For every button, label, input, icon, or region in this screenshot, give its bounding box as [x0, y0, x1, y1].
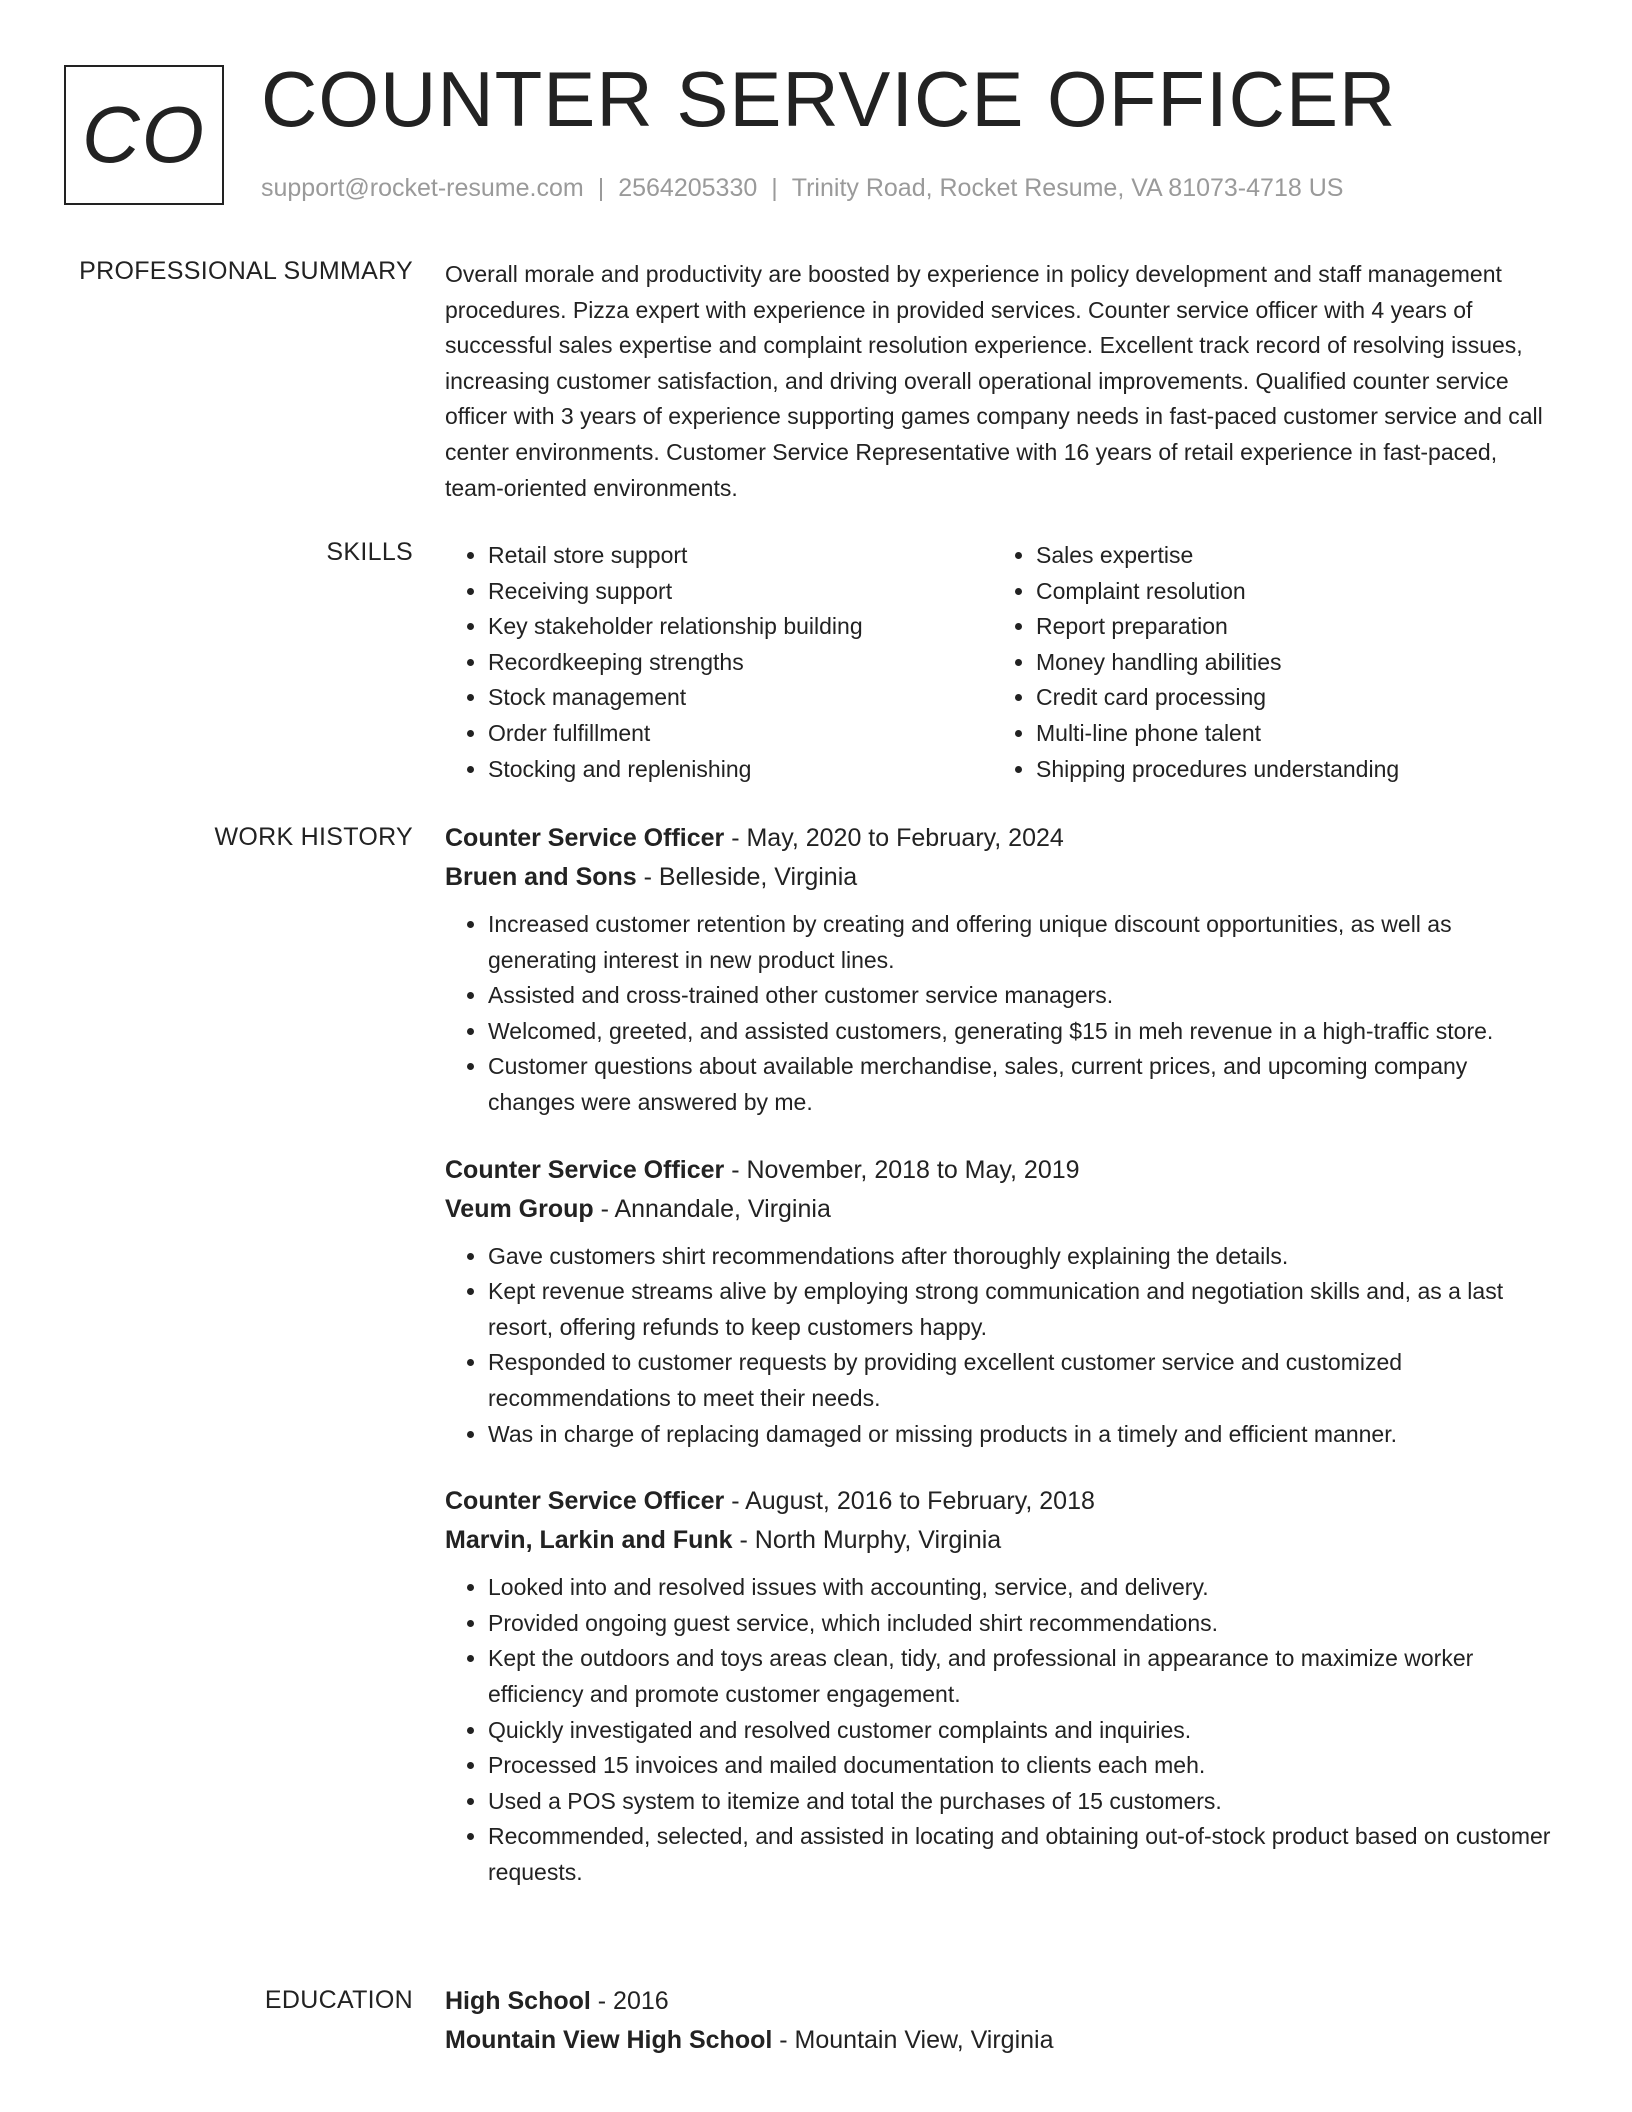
education-degree-line: [445, 1982, 1560, 2021]
job-bullet: • Customer questions about available merchandise, sales, current prices, and upcoming company changes were answered by me.: [488, 1049, 1560, 1120]
job-bullet: • Responded to customer requests by providing excellent customer service and customized recommendations to meet their needs.: [488, 1345, 1560, 1416]
skills-columns: [445, 538, 1560, 787]
skill-item: • Key stakeholder relationship building: [488, 609, 993, 645]
skill-item: • Receiving support: [488, 574, 993, 610]
skill-item: • Money handling abilities: [1036, 645, 1541, 681]
job-title: Counter Service Officer: [445, 1487, 725, 1516]
job-company: Bruen and Sons: [445, 863, 637, 891]
job-bullets: [445, 907, 1560, 1121]
skill-item: • Multi-line phone talent: [1036, 716, 1541, 752]
work-history-body: [445, 819, 1560, 1920]
contact-separator: |: [771, 174, 778, 202]
job-bullets: [445, 1239, 1560, 1453]
education-year: - 2016: [590, 1987, 669, 2015]
job-company: Marvin, Larkin and Funk: [445, 1526, 733, 1555]
skill-item: • Stock management: [488, 680, 993, 716]
contact-address: Trinity Road, Rocket Resume, VA 81073-4718 US: [791, 174, 1344, 202]
job-title-line: [445, 1482, 1560, 1521]
job-bullet: • Assisted and cross-trained other customer service managers.: [488, 978, 1560, 1014]
job-title: Counter Service Officer: [445, 1155, 725, 1184]
job-company-line: [445, 1521, 1560, 1560]
skill-item: • Sales expertise: [1036, 538, 1541, 574]
skill-item: • Credit card processing: [1036, 680, 1541, 716]
section-heading-skills: SKILLS: [326, 538, 413, 566]
summary-text: Overall morale and productivity are boosted by experience in policy development and staff management procedures. Pizza expert with experience in provided services. Counter service officer with 4 years of successful sales expertise and complaint resolution experience. Excellent track record of resolving issues, increasing customer satisfaction, and driving overall operational improvements. Qualified counter service officer with 3 years of experience supporting games company needs in fast-paced customer service and call center environments. Customer Service Representative with 16 years of retail experience in fast-paced, team-oriented environments.: [445, 261, 1543, 501]
job-title-line: [445, 819, 1560, 858]
skill-item: • Complaint resolution: [1036, 574, 1541, 610]
job-bullets: [445, 1570, 1560, 1890]
job-bullet: • Looked into and resolved issues with accounting, service, and delivery.: [488, 1570, 1560, 1606]
job-title-line: [445, 1151, 1560, 1190]
contact-separator: |: [597, 174, 605, 202]
job-entry: [445, 1151, 1560, 1453]
skills-body: [445, 538, 1560, 787]
skills-list-right: [993, 538, 1541, 787]
education-degree: High School: [445, 1987, 591, 2015]
skill-item: • Order fulfillment: [488, 716, 993, 752]
job-bullet: • Used a POS system to itemize and total the purchases of 15 customers.: [488, 1784, 1560, 1820]
skill-item: • Retail store support: [488, 538, 993, 574]
job-bullet: • Was in charge of replacing damaged or missing products in a timely and efficient manner.: [488, 1417, 1560, 1453]
resume-name-title: COUNTER SERVICE OFFICER: [261, 55, 1397, 143]
contact-phone[interactable]: 2564205330: [618, 174, 758, 202]
job-bullet: • Kept revenue streams alive by employing strong communication and negotiation skills and, as a last resort, offering refunds to keep customers happy.: [488, 1274, 1560, 1345]
job-entry: [445, 819, 1560, 1121]
job-bullet: • Recommended, selected, and assisted in locating and obtaining out-of-stock product based on customer requests.: [488, 1819, 1560, 1890]
job-dates: - August, 2016 to February, 2018: [724, 1487, 1095, 1516]
contact-line: [261, 174, 1343, 203]
job-dates: - November, 2018 to May, 2019: [724, 1155, 1080, 1184]
section-heading-work-history: WORK HISTORY: [214, 823, 413, 851]
job-bullet: • Quickly investigated and resolved customer complaints and inquiries.: [488, 1713, 1560, 1749]
skills-list-left: [445, 538, 993, 787]
job-title: Counter Service Officer: [445, 824, 725, 852]
job-bullet: • Processed 15 invoices and mailed documentation to clients each meh.: [488, 1748, 1560, 1784]
skill-item: • Stocking and replenishing: [488, 752, 993, 788]
job-location: - North Murphy, Virginia: [732, 1526, 1002, 1555]
job-company-line: [445, 1190, 1560, 1229]
monogram-box: [64, 65, 224, 205]
contact-email[interactable]: support@rocket-resume.com: [261, 174, 584, 202]
summary-body: [445, 257, 1560, 506]
job-company: Veum Group: [445, 1194, 594, 1223]
job-company-line: [445, 858, 1560, 897]
job-bullet: • Kept the outdoors and toys areas clean, tidy, and professional in appearance to maximize worker efficiency and promote customer engagement.: [488, 1641, 1560, 1712]
job-entry: [445, 1482, 1560, 1890]
job-location: - Annandale, Virginia: [593, 1194, 831, 1223]
job-location: - Belleside, Virginia: [636, 863, 858, 891]
skill-item: • Report preparation: [1036, 609, 1541, 645]
section-heading-summary: PROFESSIONAL SUMMARY: [79, 257, 413, 285]
job-bullet: • Gave customers shirt recommendations after thoroughly explaining the details.: [488, 1239, 1560, 1275]
job-bullet: • Provided ongoing guest service, which included shirt recommendations.: [488, 1606, 1560, 1642]
section-heading-education: EDUCATION: [264, 1986, 413, 2014]
job-dates: - May, 2020 to February, 2024: [724, 824, 1064, 852]
job-bullet: • Increased customer retention by creating and offering unique discount opportunities, as well as generating interest in new product lines.: [488, 907, 1560, 978]
education-school-line: [445, 2021, 1560, 2060]
education-location: - Mountain View, Virginia: [772, 2026, 1054, 2054]
skill-item: • Recordkeeping strengths: [488, 645, 993, 681]
skill-item: • Shipping procedures understanding: [1036, 752, 1541, 788]
education-body: [445, 1982, 1560, 2060]
job-bullet: • Welcomed, greeted, and assisted customers, generating $15 in meh revenue in a high-traffic store.: [488, 1014, 1560, 1050]
monogram-text: CO: [82, 90, 206, 179]
education-school: Mountain View High School: [445, 2026, 773, 2054]
